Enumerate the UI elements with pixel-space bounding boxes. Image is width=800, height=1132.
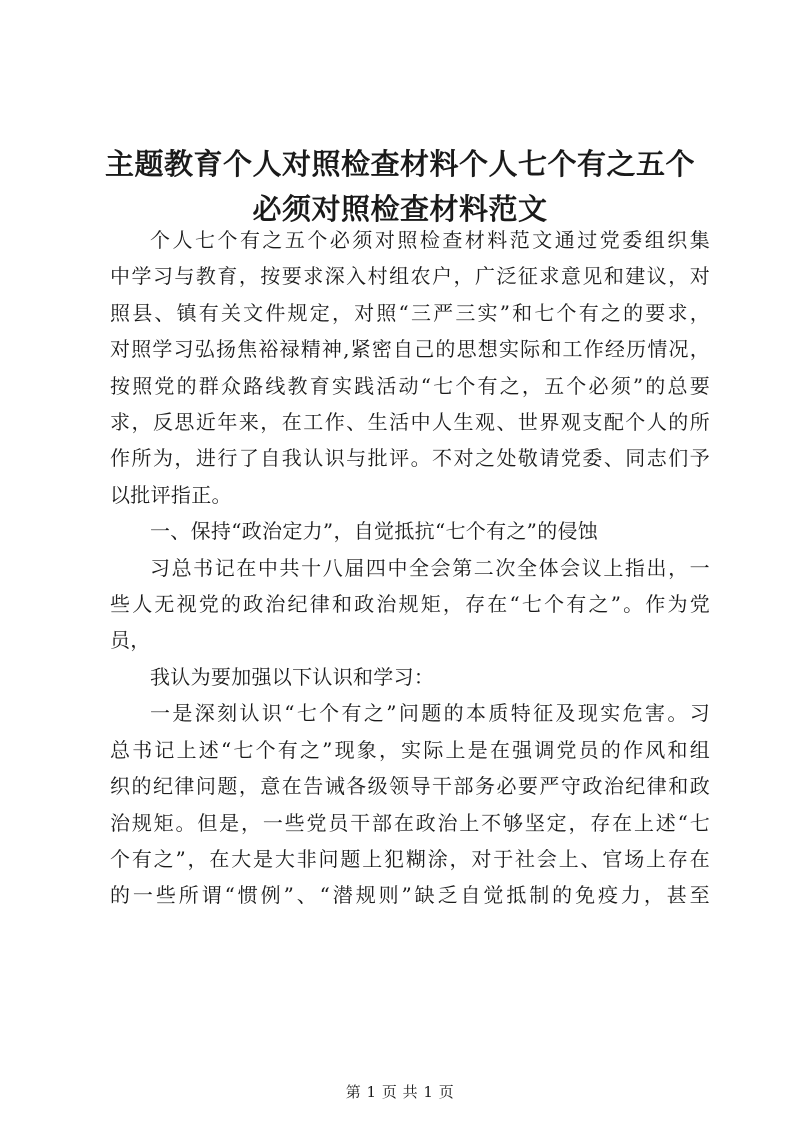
paragraph-line: 以批评指正。 [110,482,232,507]
document-title [90,142,710,232]
paragraph-line: 作所为，进行了自我认识与批评。不对之处敬请党委、同志们予 [110,446,710,471]
paragraph-line: 治规矩。但是，一些党员干部在政治上不够坚定，存在上述“七 [110,810,710,835]
body-paragraph [110,695,710,913]
paragraph-line: 一、保持“政治定力”，自觉抵抗“七个有之”的侵蚀 [150,519,599,544]
paragraph-line: 个有之”，在大是大非问题上犯糊涂，对于社会上、官场上存在 [110,846,710,871]
paragraph-line: 我认为要加强以下认识和学习： [150,664,435,689]
paragraph-line: 中学习与教育，按要求深入村组农户，广泛征求意见和建议，对 [110,264,710,289]
page-footer: 第 1 页 共 1 页 [345,1083,455,1101]
section-heading [110,513,710,549]
paragraph-line: 习总书记在中共十八届四中全会第二次全体会议上指出，一 [150,555,710,580]
paragraph-line: 一是深刻认识“七个有之”问题的本质特征及现实危害。习 [150,701,710,726]
paragraph-line: 总书记上述“七个有之”现象，实际上是在强调党员的作风和组 [110,737,710,762]
paragraph-line: 求，反思近年来，在工作、生活中人生观、世界观支配个人的所 [110,410,710,435]
title-line: 必须对照检查材料范文 [252,192,548,226]
paragraph-line: 的一些所谓“惯例”、“潜规则”缺乏自觉抵制的免疫力，甚至 [110,883,710,908]
body-paragraph [110,222,710,513]
paragraph-line: 对照学习弘扬焦裕禄精神,紧密自己的思想实际和工作经历情况， [110,337,710,362]
document-body [110,222,710,914]
paragraph-line: 按照党的群众路线教育实践活动“七个有之，五个必须”的总要 [110,373,710,398]
body-paragraph [110,550,710,659]
body-paragraph [110,659,710,695]
paragraph-line: 员， [110,628,151,653]
paragraph-line: 织的纪律问题，意在告诫各级领导干部务必要严守政治纪律和政 [110,774,710,799]
paragraph-line: 个人七个有之五个必须对照检查材料范文通过党委组织集 [150,228,710,252]
title-line: 主题教育个人对照检查材料个人七个有之五个 [104,147,695,181]
paragraph-line: 些人无视党的政治纪律和政治规矩，存在“七个有之”。作为党 [110,592,710,617]
paragraph-line: 照县、镇有关文件规定，对照“三严三实”和七个有之的要求， [110,300,710,325]
